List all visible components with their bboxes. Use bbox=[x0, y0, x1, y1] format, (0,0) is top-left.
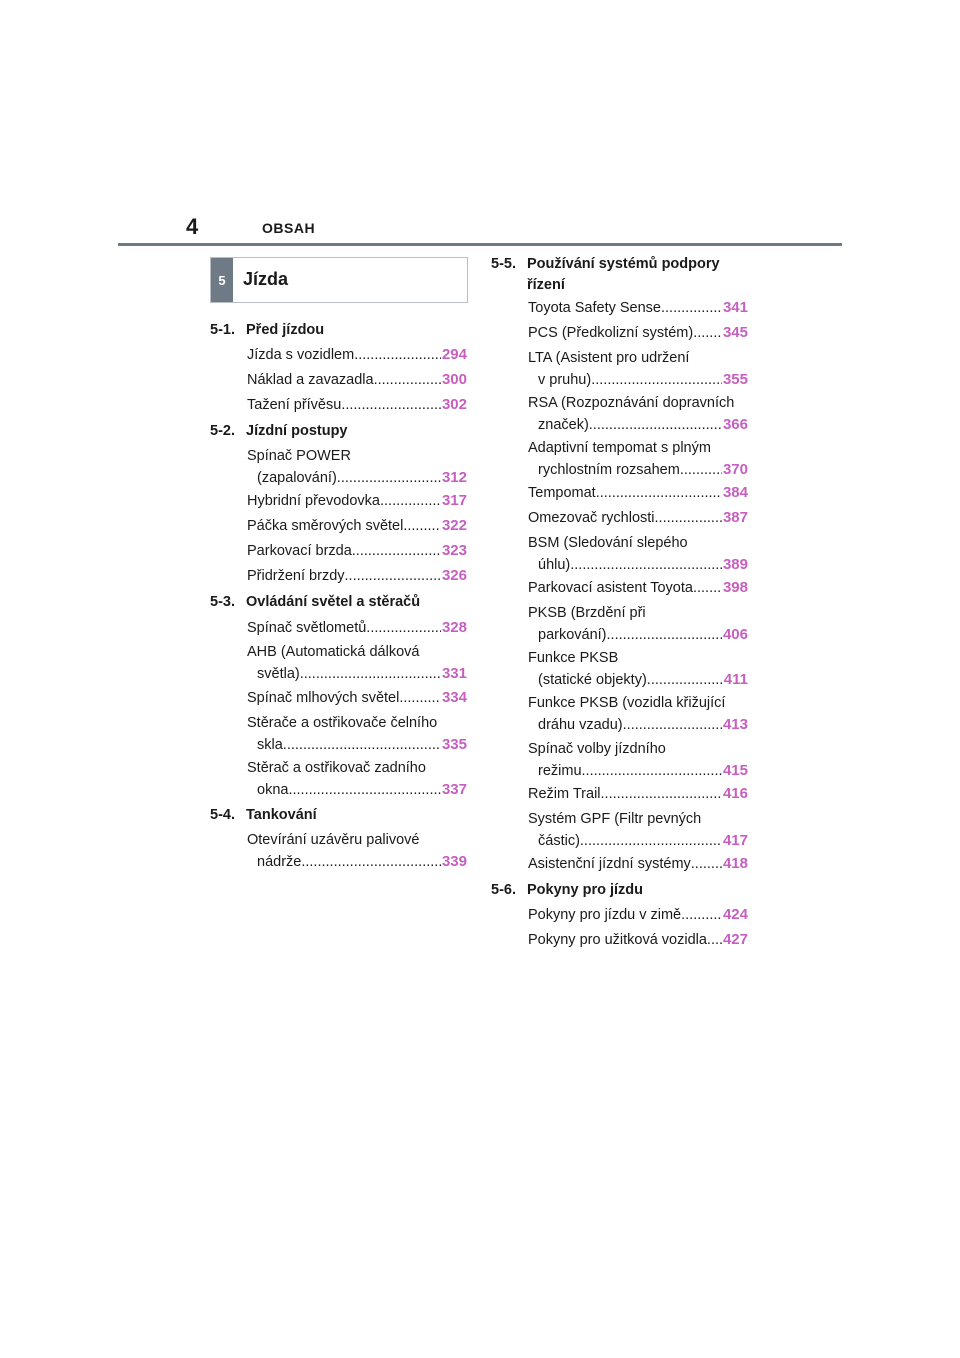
toc-entry-label: Parkovací asistent Toyota bbox=[528, 580, 693, 596]
toc-entry[interactable] bbox=[528, 437, 748, 481]
leader-dots bbox=[341, 394, 441, 416]
toc-entry[interactable] bbox=[528, 602, 748, 646]
toc-entry-label: částic) bbox=[538, 833, 580, 849]
toc-page-number[interactable]: 424 bbox=[722, 906, 748, 923]
leader-dots bbox=[283, 734, 441, 756]
toc-entry-label: PCS (Předkolizní systém) bbox=[528, 325, 694, 341]
toc-entry-label: skla bbox=[257, 737, 283, 753]
toc-page-number[interactable]: 302 bbox=[441, 396, 467, 413]
toc-page-number[interactable]: 418 bbox=[722, 855, 748, 872]
section-title: Před jízdou bbox=[246, 322, 325, 338]
leader-dots bbox=[691, 853, 722, 875]
leader-dots bbox=[647, 669, 723, 691]
toc-page-number[interactable]: 389 bbox=[722, 556, 748, 573]
leader-dots bbox=[352, 540, 441, 562]
page-number: 4 bbox=[186, 214, 199, 239]
leader-dots bbox=[623, 714, 722, 736]
toc-page-number[interactable]: 341 bbox=[722, 299, 748, 316]
section-number: 5-5. bbox=[491, 256, 516, 272]
toc-entry-label: Asistenční jízdní systémy bbox=[528, 856, 691, 872]
toc-entry-label: AHB (Automatická dálková bbox=[247, 644, 420, 660]
toc-entry-label: Náklad a zavazadla bbox=[247, 372, 374, 388]
toc-entry-label: Jízda s vozidlem bbox=[247, 347, 355, 363]
leader-dots bbox=[582, 760, 722, 782]
toc-entry-label: BSM (Sledování slepého bbox=[528, 535, 688, 551]
toc-entry-label: značek) bbox=[538, 417, 589, 433]
toc-entry-label: Pokyny pro užitková vozidla bbox=[528, 932, 707, 948]
toc-entry-label: Pokyny pro jízdu v zimě bbox=[528, 907, 682, 923]
toc-page-number[interactable]: 345 bbox=[722, 324, 748, 341]
toc-page-number[interactable]: 398 bbox=[722, 579, 748, 596]
toc-entry[interactable] bbox=[528, 783, 748, 805]
toc-entry-label: RSA (Rozpoznávání dopravních bbox=[528, 395, 735, 411]
leader-dots bbox=[301, 851, 441, 873]
leader-dots bbox=[345, 565, 441, 587]
toc-entry[interactable] bbox=[247, 687, 467, 709]
toc-entry-label: v pruhu) bbox=[538, 372, 592, 388]
toc-entry-label: okna bbox=[257, 782, 289, 798]
toc-entry[interactable] bbox=[528, 577, 748, 599]
toc-entry-label: Režim Trail bbox=[528, 786, 601, 802]
toc-page-number[interactable]: 326 bbox=[441, 567, 467, 584]
toc-entry-label: Tempomat bbox=[528, 485, 596, 501]
toc-entry-label: Přidržení brzdy bbox=[247, 568, 345, 584]
toc-page-number[interactable]: 294 bbox=[441, 346, 467, 363]
chapter-number-tab: 5 bbox=[211, 258, 233, 302]
toc-page-number[interactable]: 339 bbox=[441, 853, 467, 870]
toc-entry-label: světla) bbox=[257, 666, 300, 682]
leader-dots bbox=[288, 779, 441, 801]
toc-entry-label: Spínač mlhových světel bbox=[247, 690, 400, 706]
toc-page-number[interactable]: 323 bbox=[441, 542, 467, 559]
leader-dots bbox=[580, 830, 722, 852]
toc-entry[interactable] bbox=[528, 738, 748, 782]
leader-dots bbox=[380, 490, 441, 512]
leader-dots bbox=[337, 467, 441, 489]
toc-page-number[interactable]: 416 bbox=[722, 785, 748, 802]
toc-entry[interactable] bbox=[528, 647, 748, 691]
toc-page-number[interactable]: 331 bbox=[441, 665, 467, 682]
toc-entry[interactable] bbox=[247, 344, 467, 366]
toc-page-number[interactable]: 411 bbox=[723, 671, 748, 688]
toc-entry-label: režimu bbox=[538, 763, 582, 779]
leader-dots bbox=[693, 322, 722, 344]
leader-dots bbox=[607, 624, 722, 646]
toc-entry[interactable] bbox=[247, 445, 467, 489]
toc-entry-label: Hybridní převodovka bbox=[247, 493, 380, 509]
toc-page-number[interactable]: 415 bbox=[722, 762, 748, 779]
header-rule bbox=[118, 243, 842, 246]
section-number: 5-3. bbox=[210, 594, 235, 610]
toc-entry[interactable] bbox=[528, 853, 748, 875]
toc-entry-label: Spínač POWER bbox=[247, 448, 351, 464]
toc-page-number[interactable]: 406 bbox=[722, 626, 748, 643]
leader-dots bbox=[589, 414, 722, 436]
toc-entry-label: Omezovač rychlosti bbox=[528, 510, 655, 526]
toc-entry-label: rychlostním rozsahem bbox=[538, 462, 680, 478]
section-number: 5-1. bbox=[210, 322, 235, 338]
toc-entry-label: Spínač světlometů bbox=[247, 620, 367, 636]
toc-entry[interactable] bbox=[247, 712, 467, 756]
toc-page-number[interactable]: 334 bbox=[441, 689, 467, 706]
toc-page-number[interactable]: 355 bbox=[722, 371, 748, 388]
page-header-title: OBSAH bbox=[262, 220, 316, 236]
leader-dots bbox=[374, 369, 441, 391]
toc-entry[interactable] bbox=[528, 297, 748, 319]
leader-dots bbox=[596, 482, 722, 504]
toc-page-number[interactable]: 384 bbox=[722, 484, 748, 501]
toc-page-number[interactable]: 387 bbox=[722, 509, 748, 526]
toc-page-number[interactable]: 328 bbox=[441, 619, 467, 636]
toc-entry-label: dráhu vzadu) bbox=[538, 717, 623, 733]
section-title: Jízdní postupy bbox=[246, 423, 348, 439]
leader-dots bbox=[693, 577, 722, 599]
chapter-title: Jízda bbox=[243, 269, 289, 289]
toc-page-number[interactable]: 337 bbox=[441, 781, 467, 798]
toc-entry[interactable] bbox=[528, 322, 748, 344]
toc-page-number[interactable]: 312 bbox=[441, 469, 467, 486]
leader-dots bbox=[591, 369, 722, 391]
toc-entry-label: úhlu) bbox=[538, 557, 571, 573]
toc-entry-label: nádrže bbox=[257, 854, 302, 870]
leader-dots bbox=[601, 783, 722, 805]
toc-page-number[interactable]: 366 bbox=[722, 416, 748, 433]
section-title: Používání systémů podpory řízení bbox=[527, 256, 720, 293]
leader-dots bbox=[570, 554, 722, 576]
toc-entry[interactable] bbox=[247, 565, 467, 587]
section-number: 5-4. bbox=[210, 807, 235, 823]
section-number: 5-6. bbox=[491, 882, 516, 898]
toc-entry-label: Parkovací brzda bbox=[247, 543, 352, 559]
toc-page-number[interactable]: 427 bbox=[722, 931, 748, 948]
toc-entry-label: Otevírání uzávěru palivové bbox=[247, 832, 420, 848]
toc-entry-label: (zapalování) bbox=[257, 470, 337, 486]
toc-entry[interactable] bbox=[247, 641, 467, 685]
toc-entry-label: Stěrač a ostřikovač zadního bbox=[247, 760, 426, 776]
toc-entry[interactable] bbox=[528, 808, 748, 852]
leader-dots bbox=[661, 297, 722, 319]
toc-entry[interactable] bbox=[528, 347, 748, 391]
leader-dots bbox=[403, 515, 441, 537]
toc-entry-label: Funkce PKSB (vozidla křižující bbox=[528, 695, 726, 711]
section-title: Tankování bbox=[246, 807, 317, 823]
toc-page-number[interactable]: 317 bbox=[441, 492, 467, 509]
toc-page-number[interactable]: 335 bbox=[441, 736, 467, 753]
toc-page-number[interactable]: 322 bbox=[441, 517, 467, 534]
toc-entry[interactable] bbox=[247, 617, 467, 639]
toc-entry-label: Adaptivní tempomat s plným bbox=[528, 440, 711, 456]
section-title: Pokyny pro jízdu bbox=[527, 882, 644, 898]
toc-entry[interactable] bbox=[528, 904, 748, 926]
toc-entry[interactable] bbox=[528, 392, 748, 436]
leader-dots bbox=[300, 663, 441, 685]
leader-dots bbox=[707, 929, 722, 951]
toc-entry[interactable] bbox=[528, 507, 748, 529]
leader-dots bbox=[680, 459, 722, 481]
section-title: Ovládání světel a stěračů bbox=[246, 594, 421, 610]
toc-entry-label: LTA (Asistent pro udržení bbox=[528, 350, 690, 366]
toc-entry-label: parkování) bbox=[538, 627, 607, 643]
leader-dots bbox=[366, 617, 441, 639]
leader-dots bbox=[399, 687, 441, 709]
toc-entry[interactable] bbox=[247, 394, 467, 416]
toc-page-number[interactable]: 413 bbox=[722, 716, 748, 733]
leader-dots bbox=[655, 507, 722, 529]
toc-page-number[interactable]: 417 bbox=[722, 832, 748, 849]
toc-entry-label: Stěrače a ostřikovače čelního bbox=[247, 715, 438, 731]
toc-entry-label: PKSB (Brzdění při bbox=[528, 605, 646, 621]
toc-entry-label: Spínač volby jízdního bbox=[528, 741, 666, 757]
leader-dots bbox=[681, 904, 722, 926]
toc-entry-label: (statické objekty) bbox=[538, 672, 647, 688]
toc-entry[interactable] bbox=[528, 692, 748, 736]
toc-entry[interactable] bbox=[247, 829, 467, 873]
toc-entry-label: Systém GPF (Filtr pevných bbox=[528, 811, 702, 827]
toc-entry-label: Tažení přívěsu bbox=[247, 397, 342, 413]
toc-entry[interactable] bbox=[247, 515, 467, 537]
section-number: 5-2. bbox=[210, 423, 235, 439]
leader-dots bbox=[354, 344, 441, 366]
toc-entry[interactable] bbox=[247, 540, 467, 562]
toc-entry-label: Páčka směrových světel bbox=[247, 518, 404, 534]
chapter-heading bbox=[210, 257, 468, 303]
toc-page-number[interactable]: 370 bbox=[722, 461, 748, 478]
toc-entry[interactable] bbox=[247, 490, 467, 512]
toc-entry[interactable] bbox=[528, 482, 748, 504]
toc-entry[interactable] bbox=[247, 369, 467, 391]
toc-entry-label: Toyota Safety Sense bbox=[528, 300, 661, 316]
toc-entry-label: Funkce PKSB bbox=[528, 650, 619, 666]
toc-page-number[interactable]: 300 bbox=[441, 371, 467, 388]
toc-entry[interactable] bbox=[247, 757, 467, 801]
toc-entry[interactable] bbox=[528, 532, 748, 576]
toc-entry[interactable] bbox=[528, 929, 748, 951]
